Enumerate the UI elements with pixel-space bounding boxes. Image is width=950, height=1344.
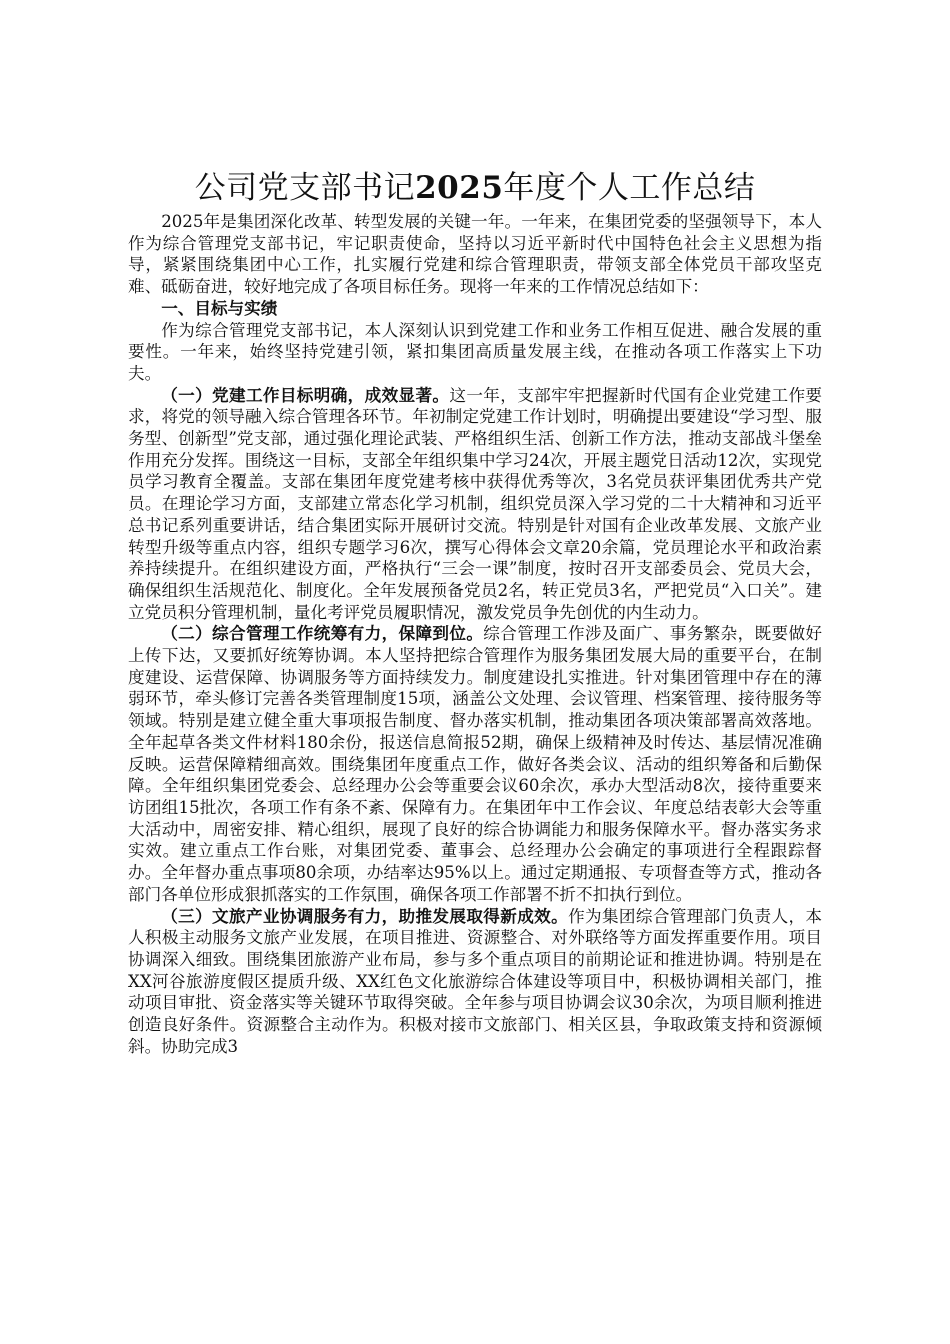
document-title <box>128 168 822 208</box>
title-year: 2025 <box>415 170 504 206</box>
subsection-body: 这一年，支部牢牢把握新时代国有企业党建工作要求，将党的领导融入综合管理各环节。年初制定党建工作计划时，明确提出要建设“学习型、服务型、创新型”党支部，通过强化理论武装、严格组织生活、创新工作方法，推动支部战斗堡垒作用充分发挥。围绕这一目标，支部全年组织集中学习24次，开展主题党日活动12次，实现党员学习教育全覆盖。支部在集团年度党建考核中获得优秀等次，3名党员获评集团优秀共产党员。在理论学习方面，支部建立常态化学习机制，组织党员深入学习党的二十大精神和习近平总书记系列重要讲话，结合集团实际开展研讨交流。特别是针对国有企业改革发展、文旅产业转型升级等重点内容，组织专题学习6次，撰写心得体会文章20余篇，党员理论水平和政治素养持续提升。在组织建设方面，严格执行“三会一课”制度，按时召开支部委员会、党员大会，确保组织生活规范化、制度化。全年发展预备党员2名，转正党员3名，严把党员“入口关”。建立党员积分管理机制，量化考评党员履职情况，激发党员争先创优的内生动力。 <box>128 385 822 622</box>
subsection-cultural-tourism <box>128 906 822 1058</box>
document-body <box>128 168 822 1057</box>
subsection-comprehensive-management <box>128 623 822 905</box>
subsection-lead: （二）综合管理工作统筹有力，保障到位。 <box>161 623 484 644</box>
section-heading-goals: 一、目标与实绩 <box>161 297 278 318</box>
section-intro-paragraph: 作为综合管理党支部书记，本人深刻认识到党建工作和业务工作相互促进、融合发展的重要性。一年来，始终坚持党建引领，紧扣集团高质量发展主线，在推动各项工作落实上下功夫。 <box>128 320 822 383</box>
title-prefix: 公司党支部书记 <box>194 170 416 206</box>
subsection-lead: （一）党建工作目标明确，成效显著。 <box>161 384 450 405</box>
subsection-party-building <box>128 385 822 624</box>
title-suffix: 年度个人工作总结 <box>503 170 756 206</box>
subsection-body: 综合管理工作涉及面广、事务繁杂，既要做好上传下达，又要抓好统筹协调。本人坚持把综合管理作为服务集团发展大局的重要平台，在制度建设、运营保障、协调服务等方面持续发力。制度建设扎实推进。针对集团管理中存在的薄弱环节，牵头修订完善各类管理制度15项，涵盖公文处理、会议管理、档案管理、接待服务等领域。特别是建立健全重大事项报告制度、督办落实机制，推动集团各项决策部署高效落地。全年起草各类文件材料180余份，报送信息简报52期，确保上级精神及时传达、基层情况准确反映。运营保障精细高效。围绕集团年度重点工作，做好各类会议、活动的组织筹备和后勤保障。全年组织集团党委会、总经理办公会等重要会议60余次，承办大型活动8次，接待重要来访团组15批次，各项工作有条不紊、保障有力。在集团年中工作会议、年度总结表彰大会等重大活动中，周密安排、精心组织，展现了良好的综合协调能力和服务保障水平。督办落实务求实效。建立重点工作台账，对集团党委、董事会、总经理办公会确定的事项进行全程跟踪督办。全年督办重点事项80余项，办结率达95%以上。通过定期通报、专项督查等方式，推动各部门各单位形成狠抓落实的工作氛围，确保各项工作部署不折不扣执行到位。 <box>128 624 822 904</box>
subsection-body: 作为集团综合管理部门负责人，本人积极主动服务文旅产业发展，在项目推进、资源整合、对外联络等方面发挥重要作用。项目协调深入细致。围绕集团旅游产业布局，参与多个重点项目的前期论证和推进协调。特别是在XX河谷旅游度假区提质升级、XX红色文化旅游综合体建设等项目中，积极协调相关部门，推动项目审批、资金落实等关键环节取得突破。全年参与项目协调会议30余次，为项目顺利推进创造良好条件。资源整合主动作为。积极对接市文旅部门、相关区县，争取政策支持和资源倾斜。协助完成3 <box>128 906 822 1056</box>
subsection-lead: （三）文旅产业协调服务有力，助推发展取得新成效。 <box>161 905 569 926</box>
intro-paragraph: 2025年是集团深化改革、转型发展的关键一年。一年来，在集团党委的坚强领导下，本人作为综合管理党支部书记，牢记职责使命，坚持以习近平新时代中国特色社会主义思想为指导，紧紧围绕集团中心工作，扎实履行党建和综合管理职责，带领支部全体党员干部攻坚克难、砥砺奋进，较好地完成了各项目标任务。现将一年来的工作情况总结如下： <box>128 212 822 297</box>
